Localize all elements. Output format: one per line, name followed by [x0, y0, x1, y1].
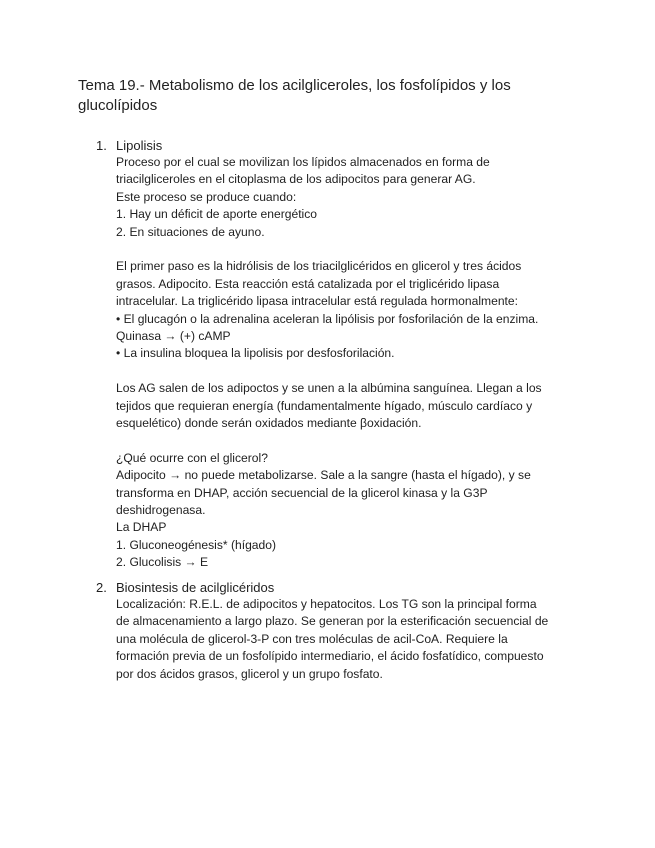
- title-line: Tema 19.- Metabolismo de los acilgliceroles, los fosfolípidos y los: [78, 77, 511, 94]
- paragraph-line: Proceso por el cual se movilizan los lípidos almacenados en forma de: [116, 155, 490, 169]
- blank-line: [116, 241, 566, 258]
- paragraph-line: Localización: R.E.L. de adipocitos y hepatocitos. Los TG son la principal forma: [116, 597, 537, 611]
- blank-line: [116, 432, 566, 449]
- list-item: 2. En situaciones de ayuno.: [116, 224, 265, 239]
- paragraph-line: intracelular. La triglicérido lipasa intracelular está regulada hormonalmente:: [116, 294, 518, 309]
- section-number: 2.: [96, 580, 107, 595]
- paragraph-line: Adipocito → no puede metabolizarse. Sale a la sangre (hasta el hígado), y se: [116, 468, 531, 483]
- paragraph-line: triacilgliceroles en el citoplasma de los adipocitos para generar AG.: [116, 172, 476, 187]
- paragraph-line: por dos ácidos grasos, glicerol y un grupo fosfato.: [116, 666, 383, 681]
- paragraph-line: esquelético) donde serán oxidados mediante βoxidación.: [116, 416, 422, 431]
- bullet-item: • El glucagón o la adrenalina aceleran la lipólisis por fosforilación de la enzima.: [116, 311, 539, 326]
- section-heading: [96, 137, 566, 154]
- section-body: [116, 154, 566, 572]
- paragraph-line: una molécula de glicerol-3-P con tres moléculas de acil-CoA. Requiere la: [116, 631, 508, 646]
- paragraph-line: deshidrogenasa.: [116, 503, 206, 518]
- section-biosintesis: [96, 579, 566, 683]
- section-lipolisis: [96, 137, 566, 572]
- paragraph-line: transforma en DHAP, acción secuencial de la glicerol kinasa y la G3P: [116, 485, 488, 500]
- section-heading: [96, 579, 566, 596]
- bullet-item: • La insulina bloquea la lipolisis por desfosforilación.: [116, 346, 395, 361]
- section-title: Lipolisis: [116, 138, 163, 153]
- list-item: 2. Glucolisis → E: [116, 555, 209, 570]
- section-number: 1.: [96, 138, 107, 153]
- paragraph-line: grasos. Adipocito. Esta reacción está catalizada por el triglicérido lipasa: [116, 276, 500, 291]
- document-title: [78, 76, 558, 116]
- title-line: glucolípidos: [78, 97, 158, 114]
- paragraph-line: ¿Qué ocurre con el glicerol?: [116, 450, 268, 465]
- blank-line: [116, 363, 566, 380]
- paragraph-line: Quinasa → (+) cAMP: [116, 329, 231, 344]
- paragraph-line: El primer paso es la hidrólisis de los triacilglicéridos en glicerol y tres ácidos: [116, 259, 522, 274]
- paragraph-line: Este proceso se produce cuando:: [116, 189, 297, 204]
- paragraph-line: de almacenamiento a largo plazo. Se generan por la esterificación secuencial de: [116, 614, 549, 629]
- list-item: 1. Gluconeogénesis* (hígado): [116, 537, 277, 552]
- section-title: Biosintesis de acilglicéridos: [116, 580, 275, 595]
- section-body: [116, 596, 566, 683]
- list-item: 1. Hay un déficit de aporte energético: [116, 207, 318, 222]
- paragraph-line: tejidos que requieran energía (fundamentalmente hígado, músculo cardíaco y: [116, 398, 533, 413]
- paragraph-line: formación previa de un fosfolípido intermediario, el ácido fosfatídico, compuesto: [116, 649, 544, 664]
- paragraph-line: Los AG salen de los adipoctos y se unen a la albúmina sanguínea. Llegan a los: [116, 381, 542, 396]
- paragraph-line: La DHAP: [116, 520, 167, 535]
